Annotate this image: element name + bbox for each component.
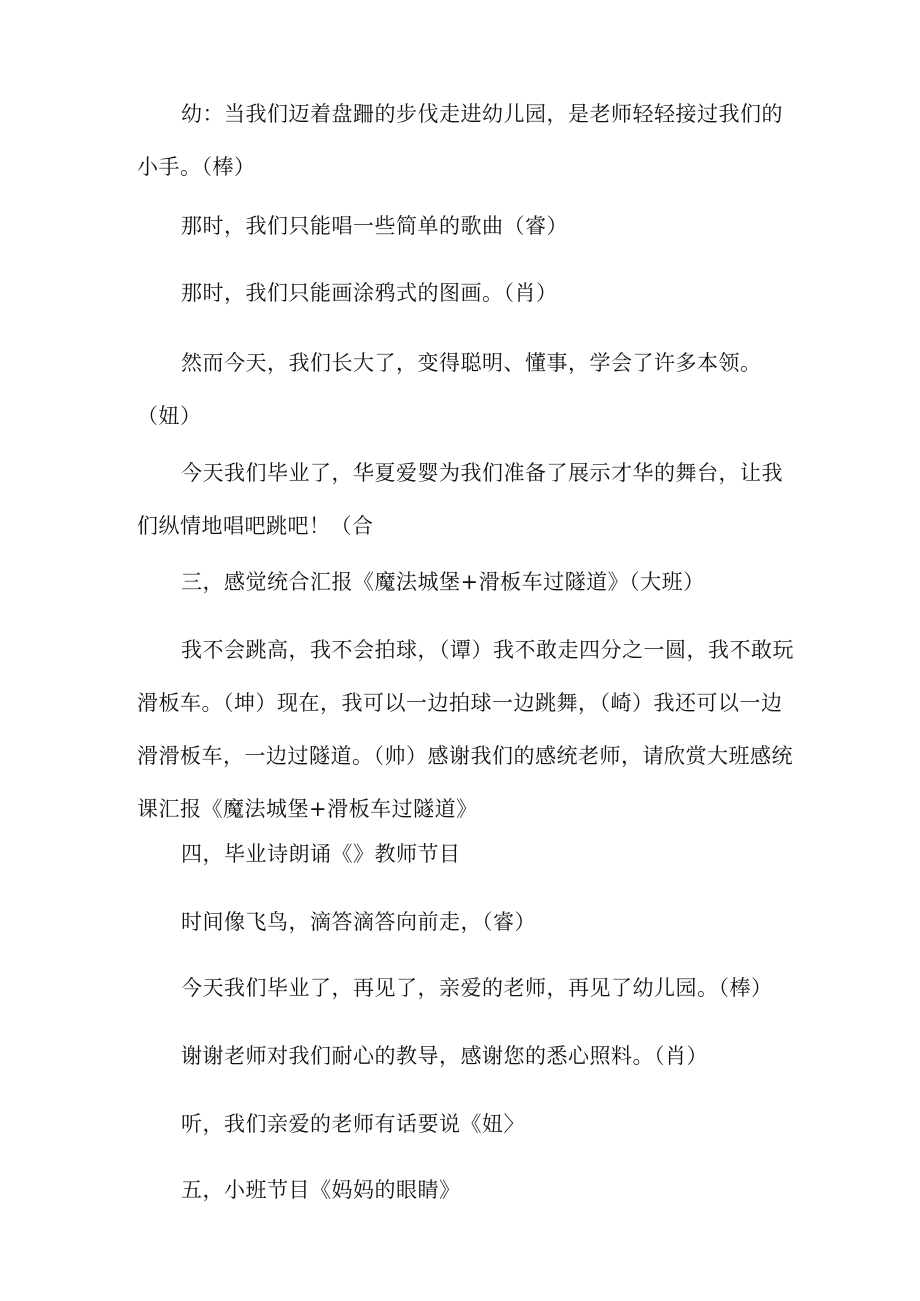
paragraph-doodle-pictures: 那时，我们只能画涂鸦式的图画。（肖）	[181, 281, 558, 305]
paragraph-sensory-report: 我不会跳高，我不会拍球，（谭）我不敢走四分之一圆，我不敢玩滑板车。（坤）现在，我可以一边拍球一边跳舞，（崎）我还可以一边滑滑板车，一边过隧道。（帅）感谢我们的感统老师，请欣赏大班感统课汇报《魔法城堡+滑板车过隧道》	[137, 638, 794, 821]
paragraph-thank-teachers: 谢谢老师对我们耐心的教导，感谢您的悉心照料。（肖）	[181, 1044, 708, 1068]
paragraph-graduation-stage: 今天我们毕业了，华夏爱婴为我们准备了展示才华的舞台，让我们纵情地唱吧跳吧！（合	[137, 461, 783, 538]
heading-section-five: 五，小班节目《妈妈的眼睛》	[181, 1178, 461, 1202]
paragraph-time-flies: 时间像飞鸟，滴答滴答向前走，（睿）	[181, 910, 536, 934]
paragraph-teacher-words: 听，我们亲爱的老师有话要说《妞〉	[181, 1112, 525, 1136]
paragraph-grown-up: 然而今天，我们长大了，变得聪明、懂事，学会了许多本领。（妞）	[137, 351, 762, 428]
paragraph-goodbye-teachers: 今天我们毕业了，再见了，亲爱的老师，再见了幼儿园。（棒）	[181, 976, 773, 1000]
heading-section-three: 三，感觉统合汇报《魔法城堡+滑板车过隧道》（大班）	[181, 570, 705, 594]
paragraph-simple-songs: 那时，我们只能唱一些简单的歌曲（睿）	[181, 214, 568, 238]
paragraph-kindergarten-intro: 幼：当我们迈着盘跚的步伐走进幼儿园，是老师轻轻接过我们的小手。（棒）	[137, 102, 783, 179]
heading-section-four: 四，毕业诗朗诵《》教师节目	[181, 842, 461, 866]
